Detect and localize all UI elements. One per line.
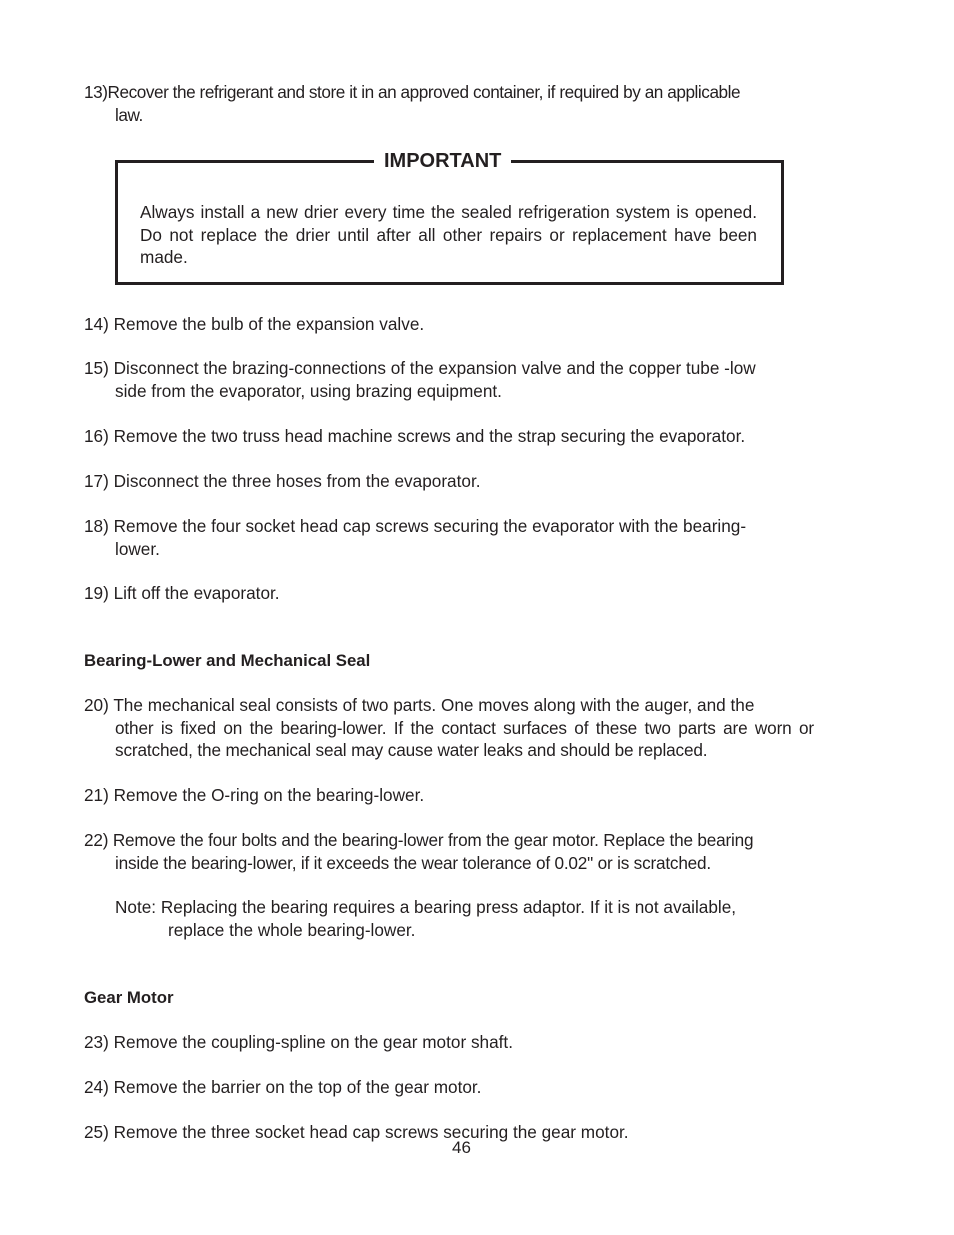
step-19-number: 19) [84, 583, 109, 603]
step-15-continuation: side from the evaporator, using brazing equipment. [115, 380, 502, 401]
step-16-number: 16) [84, 426, 109, 446]
step-24-text: Remove the barrier on the top of the gear motor. [113, 1077, 482, 1097]
step-21 [84, 784, 814, 807]
step-22-text: Remove the four bolts and the bearing-lower from the gear motor. Replace the bearing [112, 830, 754, 850]
important-title: IMPORTANT [374, 148, 511, 174]
step-14-number: 14) [84, 314, 109, 334]
step-21-number: 21) [84, 785, 109, 805]
step-14 [84, 313, 814, 336]
step-19-text: Lift off the evaporator. [113, 583, 280, 603]
step-17 [84, 470, 814, 493]
step-22-number: 22) [84, 830, 109, 850]
step-25-text: Remove the three socket head cap screws securing the gear motor. [113, 1122, 629, 1142]
step-13 [84, 81, 814, 126]
section-heading-bearing: Bearing-Lower and Mechanical Seal [84, 651, 371, 670]
step-15-number: 15) [84, 358, 109, 378]
step-24-number: 24) [84, 1077, 109, 1097]
step-15 [84, 357, 814, 402]
step-20-text: The mechanical seal consists of two parts. One moves along with the auger, and the [113, 695, 755, 715]
step-17-text: Disconnect the three hoses from the evaporator. [113, 471, 481, 491]
step-18-continuation: lower. [115, 538, 160, 559]
step-22 [84, 829, 814, 874]
step-16-text: Remove the two truss head machine screws and the strap securing the evaporator. [113, 426, 746, 446]
step-16 [84, 425, 814, 448]
step-15-text: Disconnect the brazing-connections of the expansion valve and the copper tube -low [113, 358, 756, 378]
step-23 [84, 1031, 814, 1054]
page-number: 46 [452, 1138, 471, 1157]
step-13-text: 13)Recover the refrigerant and store it in an approved container, if required by an applicable [84, 82, 741, 102]
step-23-text: Remove the coupling-spline on the gear motor shaft. [113, 1032, 513, 1052]
step-19 [84, 582, 814, 605]
step-22-continuation: inside the bearing-lower, if it exceeds the wear tolerance of 0.02" or is scratched. [115, 852, 711, 873]
step-18-text: Remove the four socket head cap screws securing the evaporator with the bearing- [113, 516, 747, 536]
note-continuation: replace the whole bearing-lower. [168, 919, 416, 940]
step-24 [84, 1076, 814, 1099]
step-21-text: Remove the O-ring on the bearing-lower. [113, 785, 425, 805]
important-text: Always install a new drier every time the sealed refrigeration system is opened. Do not replace the drier until after all other repairs or replacement have been made. [140, 202, 757, 267]
step-14-text: Remove the bulb of the expansion valve. [113, 314, 425, 334]
step-20-continuation: other is fixed on the bearing-lower. If the contact surfaces of these two parts are worn or scratched, the mechanical seal may cause water leaks and should be replaced. [115, 717, 814, 760]
note-text: Note: Replacing the bearing requires a bearing press adaptor. If it is not available, [115, 897, 737, 917]
step-25 [84, 1121, 814, 1144]
note [115, 896, 814, 941]
step-18 [84, 515, 814, 560]
step-18-number: 18) [84, 516, 109, 536]
step-17-number: 17) [84, 471, 109, 491]
step-20 [84, 694, 814, 762]
step-20-number: 20) [84, 695, 109, 715]
step-23-number: 23) [84, 1032, 109, 1052]
step-25-number: 25) [84, 1122, 109, 1142]
section-heading-gear-motor: Gear Motor [84, 988, 174, 1007]
step-13-continuation: law. [115, 104, 143, 125]
